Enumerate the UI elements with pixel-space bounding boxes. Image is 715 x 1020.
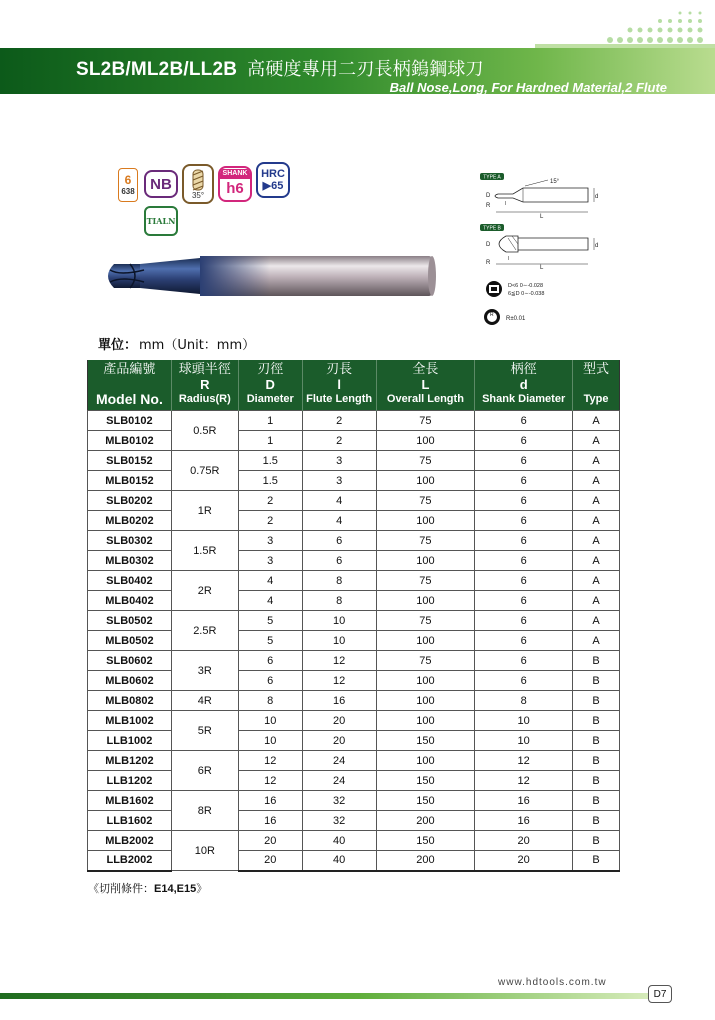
table-row [88,671,620,691]
flute-length-cell: 32 [302,791,376,811]
coating-badge [144,206,178,236]
overall-length-cell: 150 [376,831,475,851]
diameter-cell: 5 [238,631,302,651]
table-row [88,471,620,491]
radius-cell: 0.75R [171,451,238,491]
table-row [88,631,620,651]
model-cell: SLB0602 [88,651,172,671]
overall-length-cell: 100 [376,431,475,451]
hrc-value: ▶65 [262,180,284,192]
col-diameter [238,360,302,411]
shank-diameter-cell: 16 [475,791,573,811]
radius-cell: 3R [171,651,238,691]
table-row [88,771,620,791]
overall-length-cell: 100 [376,631,475,651]
flute-length-cell: 20 [302,731,376,751]
shank-diameter-cell: 6 [475,651,573,671]
flute-length-cell: 20 [302,711,376,731]
diameter-cell: 8 [238,691,302,711]
overall-length-cell: 100 [376,711,475,731]
overall-length-cell: 75 [376,411,475,431]
overall-length-cell: 75 [376,571,475,591]
col-flute-en: Flute Length [306,393,373,405]
type-cell: B [573,791,620,811]
diameter-cell: 1.5 [238,451,302,471]
overall-length-cell: 100 [376,551,475,571]
flute-length-cell: 32 [302,811,376,831]
shank-diameter-cell: 20 [475,831,573,851]
flute-length-cell: 2 [302,411,376,431]
diameter-cell: 20 [238,851,302,871]
hrc-label: HRC [261,168,285,180]
diameter-cell: 1 [238,411,302,431]
radius-cell: 0.5R [171,411,238,451]
shank-diameter-cell: 6 [475,531,573,551]
hrc-badge [256,162,290,198]
overall-length-cell: 100 [376,511,475,531]
diameter-cell: 4 [238,571,302,591]
shank-diameter-cell: 12 [475,771,573,791]
model-cell: MLB0502 [88,631,172,651]
diameter-cell: 2 [238,491,302,511]
cutting-condition-label: 《切削條件： [88,882,154,895]
type-cell: A [573,551,620,571]
shank-diameter-cell: 6 [475,571,573,591]
table-row [88,711,620,731]
model-cell: MLB0102 [88,431,172,451]
col-model [88,360,172,411]
shank-diameter-cell: 6 [475,551,573,571]
angle-label: 15° [550,179,560,185]
model-cell: MLB1602 [88,791,172,811]
cutting-condition-close: 》 [196,882,208,895]
col-type-en: Type [583,393,609,405]
model-cell: SLB0202 [88,491,172,511]
table-row [88,511,620,531]
overall-length-cell: 75 [376,531,475,551]
flute-length-cell: 12 [302,671,376,691]
table-row [88,411,620,431]
col-overall-cn: 全長 [412,362,439,377]
model-cell: SLB0502 [88,611,172,631]
radius-tolerance: R±0.01 [506,316,526,322]
type-a-r: R [486,203,491,209]
radius-cell: 2R [171,571,238,611]
overall-length-cell: 150 [376,731,475,751]
table-header-row [88,360,620,411]
type-cell: A [573,511,620,531]
flute-length-cell: 8 [302,571,376,591]
type-cell: A [573,411,620,431]
col-overall-sym: L [421,377,430,392]
radius-cell: 4R [171,691,238,711]
table-row [88,571,620,591]
footer-bar [0,993,650,999]
shank-label: SHANK [220,169,250,179]
model-cell: MLB0202 [88,511,172,531]
overall-length-cell: 100 [376,691,475,711]
diameter-cell: 6 [238,671,302,691]
ball-nose-endmill-image [100,248,440,304]
overall-length-cell: 75 [376,611,475,631]
col-overall-en: Overall Length [386,393,464,405]
table-row [88,491,620,511]
helix-angle-badge [182,164,214,204]
shank-diameter-cell: 6 [475,471,573,491]
col-diameter-cn: 刃徑 [257,362,284,377]
flute-length-cell: 4 [302,511,376,531]
shank-diameter-cell: 10 [475,731,573,751]
type-a-label: TYPE A [483,174,501,181]
table-row [88,651,620,671]
flute-code: 638 [121,186,135,196]
table-row [88,591,620,611]
feature-badges [118,160,298,240]
radius-cell: 10R [171,831,238,871]
table-row [88,831,620,851]
overall-length-cell: 200 [376,811,475,831]
radius-cell: 2.5R [171,611,238,651]
tolerance-large: 6≦D 0∼-0.038 [508,291,545,297]
helix-angle: 35° [191,190,205,200]
table-row [88,611,620,631]
shank-diameter-cell: 6 [475,431,573,451]
col-flute-cn: 刃長 [326,362,353,377]
unit-label [98,334,255,353]
model-cell: SLB0152 [88,451,172,471]
radius-cell: 6R [171,751,238,791]
dimension-diagram [478,172,618,332]
header-banner [0,0,715,110]
flute-count: 6 [124,172,132,187]
col-type [573,360,620,411]
diameter-cell: 2 [238,511,302,531]
type-cell: B [573,811,620,831]
type-cell: A [573,611,620,631]
model-cell: LLB2002 [88,851,172,871]
col-flute-sym: l [337,377,341,392]
shank-diameter-cell: 6 [475,671,573,691]
type-cell: A [573,451,620,471]
overall-length-cell: 100 [376,671,475,691]
overall-length-cell: 150 [376,791,475,811]
type-b-d: D [486,242,491,248]
flute-length-cell: 6 [302,531,376,551]
shank-diameter-cell: 12 [475,751,573,771]
tolerance-small: D<6 0∼-0.028 [508,283,544,289]
type-b-label: TYPE B [483,225,501,232]
type-a-length: L [540,214,544,220]
unit-label-cn: 單位： [98,338,138,353]
model-cell: MLB0602 [88,671,172,691]
model-cell: MLB1202 [88,751,172,771]
model-cell: MLB0152 [88,471,172,491]
table-row [88,691,620,711]
diameter-cell: 12 [238,751,302,771]
type-cell: A [573,491,620,511]
type-a-d: D [486,193,491,199]
type-cell: A [573,571,620,591]
model-cell: SLB0402 [88,571,172,591]
col-shank-sym: d [519,377,528,392]
model-cell: MLB1002 [88,711,172,731]
flute-length-cell: 24 [302,771,376,791]
diameter-cell: 20 [238,831,302,851]
col-model-en: Model No. [95,391,163,407]
radius-cell: 1R [171,491,238,531]
coating-text: TIALN [146,216,176,226]
type-b-shank: d [595,243,599,249]
flute-length-cell: 3 [302,471,376,491]
diameter-cell: 6 [238,651,302,671]
flute-length-cell: 10 [302,631,376,651]
col-model-cn: 產品編號 [103,362,156,377]
diameter-cell: 1 [238,431,302,451]
shank-diameter-cell: 6 [475,591,573,611]
table-row [88,731,620,751]
website-url: www.hdtools.com.tw [498,977,607,988]
table-row [88,551,620,571]
page-number: D7 [648,985,672,1003]
col-diameter-sym: D [265,377,275,392]
type-b-r: R [486,260,491,266]
svg-text:R: R [490,312,494,318]
shank-diameter-cell: 6 [475,451,573,471]
overall-length-cell: 75 [376,491,475,511]
type-cell: B [573,711,620,731]
diameter-cell: 5 [238,611,302,631]
radius-cell: 8R [171,791,238,831]
shank-diameter-cell: 16 [475,811,573,831]
type-cell: B [573,671,620,691]
flute-length-cell: 16 [302,691,376,711]
nb-badge [144,170,178,198]
model-cell: LLB1602 [88,811,172,831]
diameter-cell: 10 [238,711,302,731]
model-cell: LLB1202 [88,771,172,791]
overall-length-cell: 100 [376,751,475,771]
col-overall-length [376,360,475,411]
overall-length-cell: 75 [376,451,475,471]
diameter-cell: 4 [238,591,302,611]
helix-icon [189,169,207,191]
shank-diameter-cell: 10 [475,711,573,731]
table-row [88,451,620,471]
type-cell: B [573,851,620,871]
diameter-cell: 3 [238,551,302,571]
model-cell: SLB0102 [88,411,172,431]
col-radius-sym: R [200,377,210,392]
col-shank-en: Shank Diameter [482,393,566,405]
model-cell: SLB0302 [88,531,172,551]
flute-length-cell: 40 [302,851,376,871]
type-b-length: L [540,265,544,271]
model-cell: MLB0402 [88,591,172,611]
shank-tolerance: h6 [226,180,244,197]
diameter-cell: 16 [238,811,302,831]
type-cell: A [573,591,620,611]
table-row [88,851,620,871]
title-chinese: 高硬度專用二刃長柄鎢鋼球刀 [247,59,484,80]
flute-length-cell: 6 [302,551,376,571]
cutting-condition-value: E14,E15 [154,883,197,895]
shank-diameter-cell: 6 [475,511,573,531]
flute-length-cell: 3 [302,451,376,471]
shank-diameter-cell: 6 [475,491,573,511]
flute-length-cell: 12 [302,651,376,671]
overall-length-cell: 200 [376,851,475,871]
decorative-dots [415,0,715,48]
model-cell: LLB1002 [88,731,172,751]
col-radius [171,360,238,411]
flute-count-badge [118,168,138,202]
unit-value: mm（Unit：mm） [139,338,256,353]
col-diameter-en: Diameter [246,393,294,405]
flute-length-cell: 40 [302,831,376,851]
diameter-cell: 16 [238,791,302,811]
type-cell: B [573,771,620,791]
shank-diameter-cell: 6 [475,611,573,631]
type-a-shank: d [595,194,599,200]
title-code: SL2B/ML2B/LL2B [76,59,238,80]
diameter-cell: 12 [238,771,302,791]
table-row [88,531,620,551]
radius-cell: 1.5R [171,531,238,571]
table-row [88,791,620,811]
flute-length-cell: 24 [302,751,376,771]
type-b-flute: l [508,256,510,262]
overall-length-cell: 100 [376,591,475,611]
type-cell: B [573,831,620,851]
diameter-cell: 10 [238,731,302,751]
col-flute-length [302,360,376,411]
col-type-cn: 型式 [583,362,610,377]
page-subtitle: Ball Nose,Long, For Hardned Material,2 Flute [389,80,667,95]
col-radius-cn: 球頭半徑 [178,362,231,377]
nb-text: NB [150,175,172,193]
overall-length-cell: 100 [376,471,475,491]
table-row [88,431,620,451]
type-cell: A [573,631,620,651]
col-shank-diameter [475,360,573,411]
table-row [88,811,620,831]
type-cell: B [573,731,620,751]
type-cell: B [573,651,620,671]
type-a-flute: l [505,201,507,207]
flute-length-cell: 4 [302,491,376,511]
type-cell: A [573,471,620,491]
type-cell: A [573,431,620,451]
col-radius-en: Radius(R) [178,393,231,405]
flute-length-cell: 2 [302,431,376,451]
overall-length-cell: 75 [376,651,475,671]
type-cell: B [573,751,620,771]
shank-badge [218,166,252,202]
spec-table [87,360,620,872]
model-cell: MLB2002 [88,831,172,851]
col-shank-cn: 柄徑 [510,362,537,377]
flute-length-cell: 10 [302,611,376,631]
type-cell: A [573,531,620,551]
model-cell: MLB0802 [88,691,172,711]
type-cell: B [573,691,620,711]
page-title [76,55,484,81]
diameter-cell: 1.5 [238,471,302,491]
table-body [88,411,620,871]
diameter-cell: 3 [238,531,302,551]
shank-diameter-cell: 6 [475,631,573,651]
table-row [88,751,620,771]
cutting-condition [88,880,207,896]
overall-length-cell: 150 [376,771,475,791]
shank-diameter-cell: 8 [475,691,573,711]
model-cell: MLB0302 [88,551,172,571]
shank-diameter-cell: 20 [475,851,573,871]
radius-cell: 5R [171,711,238,751]
flute-length-cell: 8 [302,591,376,611]
shank-diameter-cell: 6 [475,411,573,431]
